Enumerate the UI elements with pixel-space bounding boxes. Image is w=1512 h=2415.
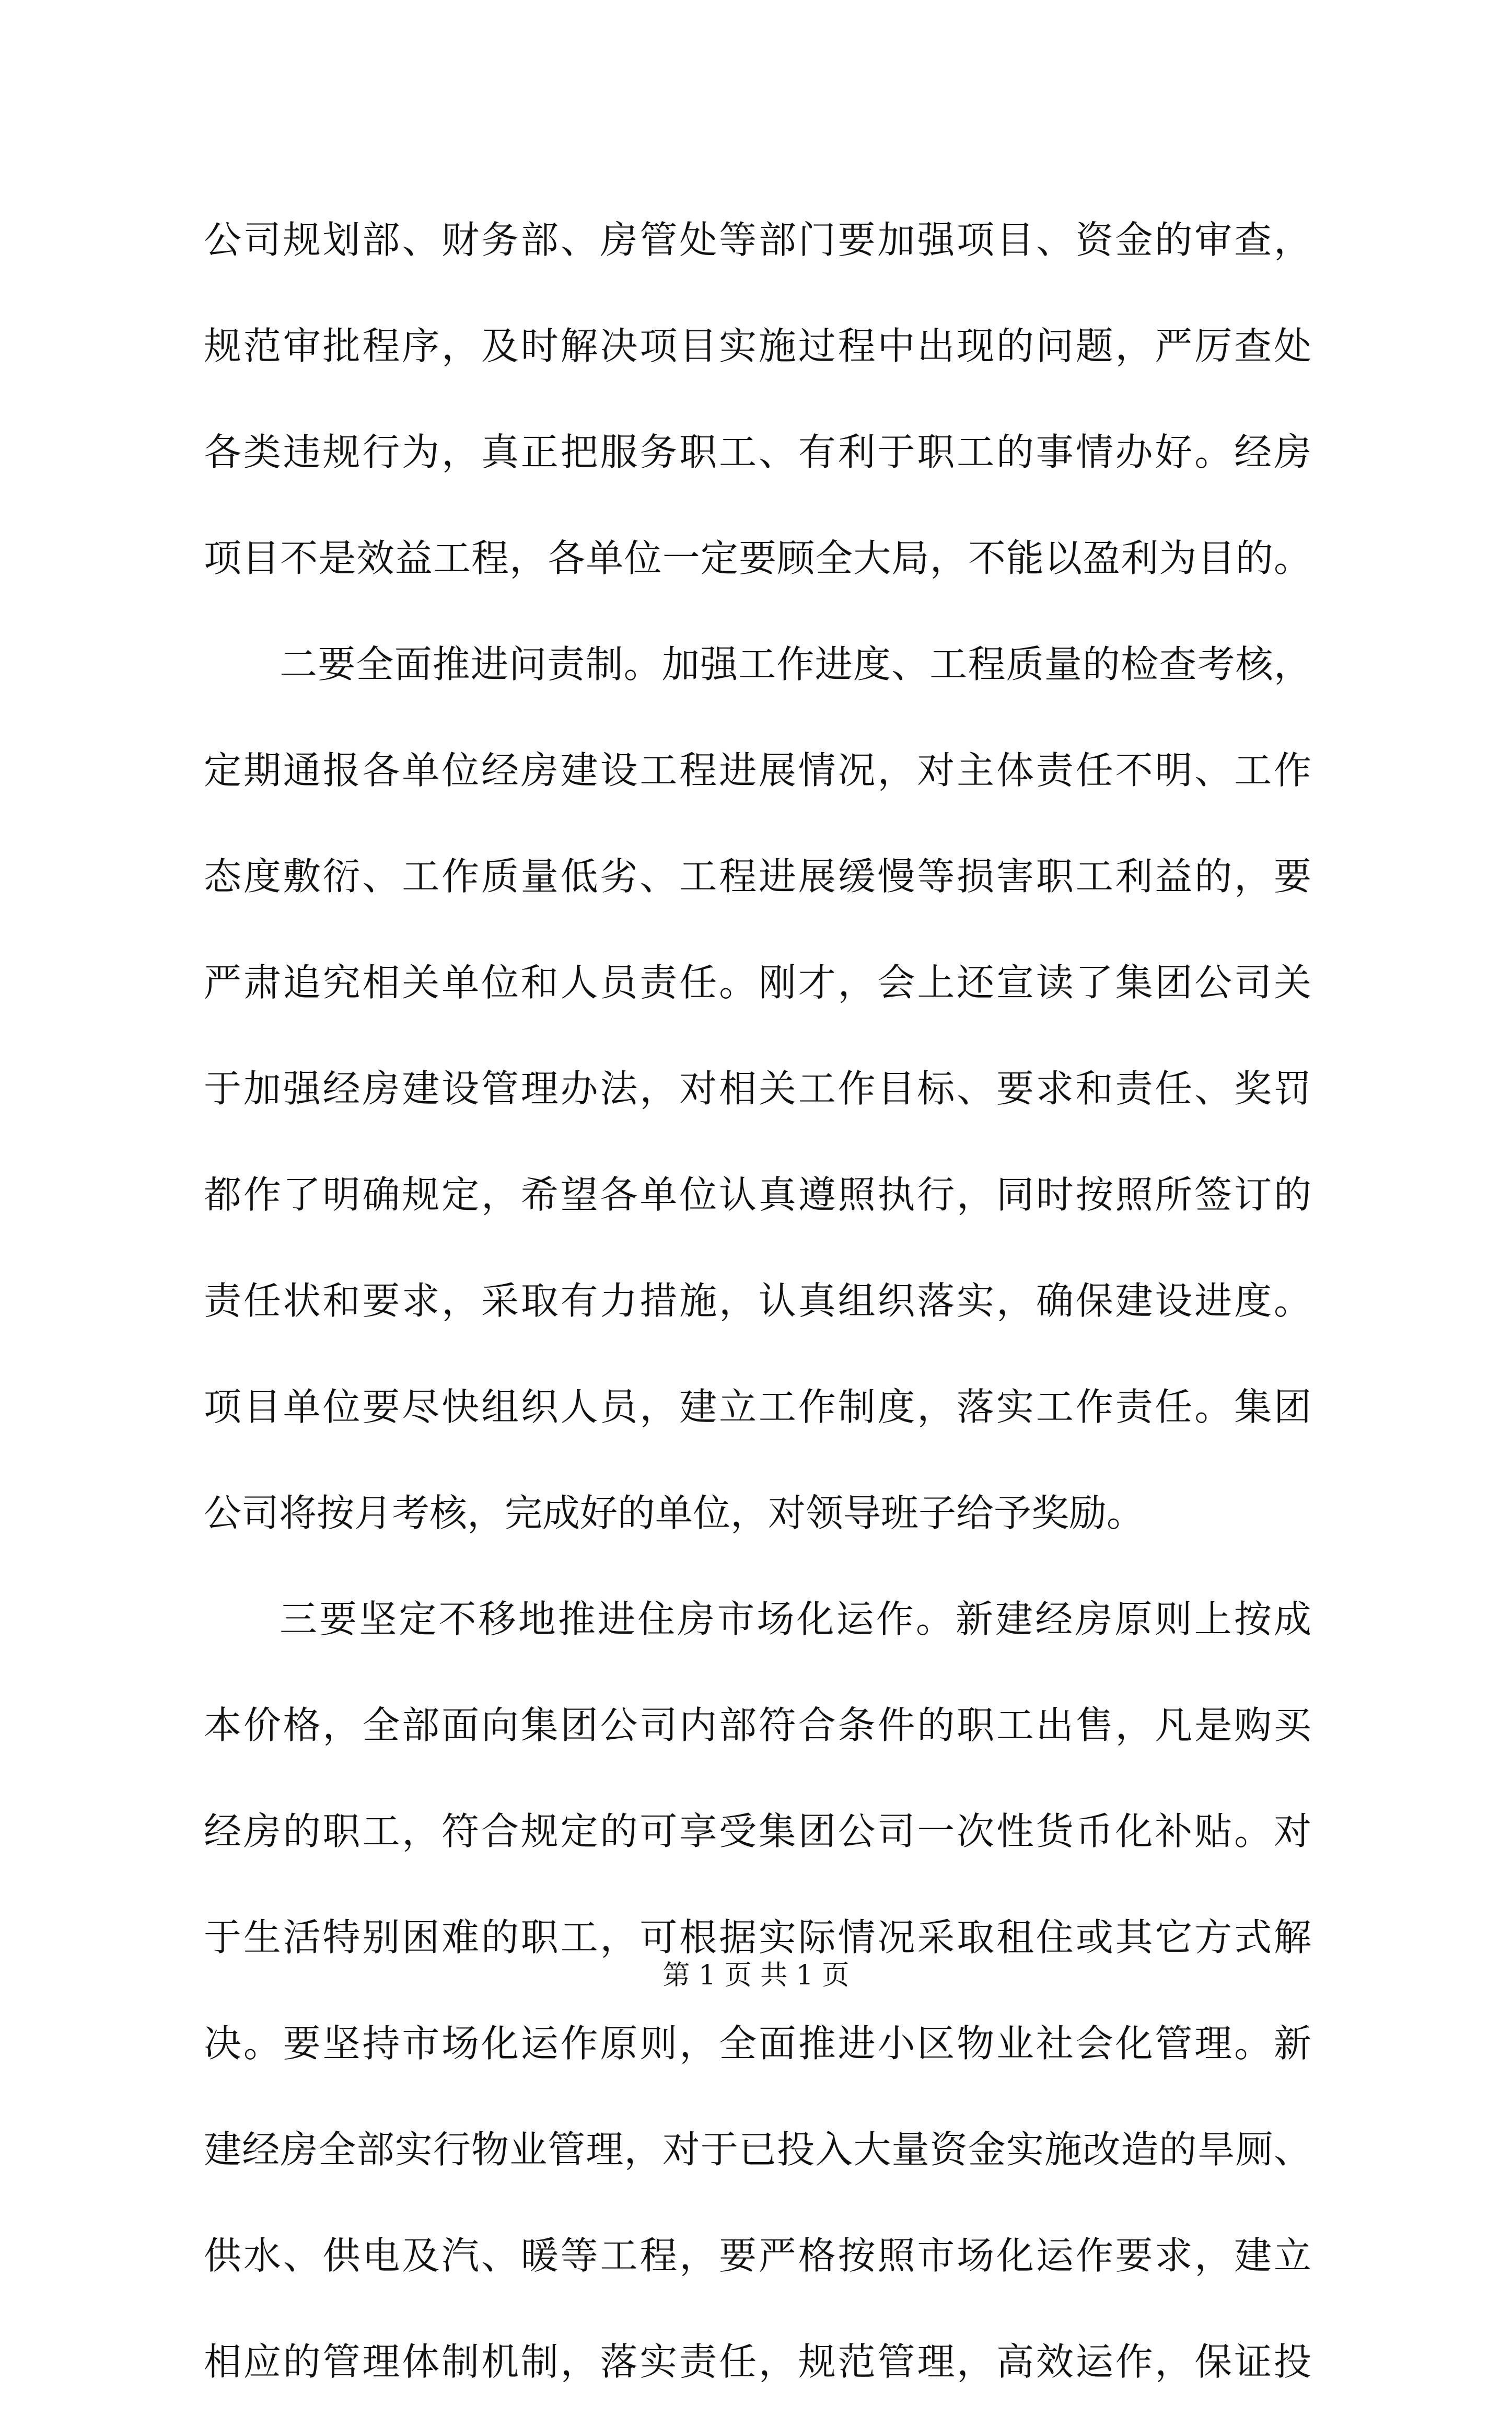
document-body bbox=[204, 187, 1311, 2415]
text-line: 公司规划部、财务部、房管处等部门要加强项目、资金的审查， bbox=[204, 218, 1311, 262]
text-line: 经房的职工，符合规定的可享受集团公司一次性货币化补贴。对 bbox=[204, 1809, 1311, 1853]
paragraph-start-line: 三要坚定不移地推进住房市场化运作。新建经房原则上按成 bbox=[280, 1597, 1311, 1641]
text-line: 规范审批程序，及时解决项目实施过程中出现的问题，严厉查处 bbox=[204, 324, 1311, 368]
text-line: 都作了明确规定，希望各单位认真遵照执行，同时按照所签订的 bbox=[204, 1173, 1311, 1217]
text-line: 相应的管理体制机制，落实责任，规范管理，高效运作，保证投 bbox=[204, 2340, 1311, 2384]
paragraph-start-line: 二要全面推进问责制。加强工作进度、工程质量的检查考核， bbox=[280, 642, 1311, 686]
text-line: 建经房全部实行物业管理，对于已投入大量资金实施改造的旱厕、 bbox=[204, 2128, 1311, 2171]
text-line: 责任状和要求，采取有力措施，认真组织落实，确保建设进度。 bbox=[204, 1279, 1311, 1323]
paragraph-end-line: 公司将按月考核，完成好的单位，对领导班子给予奖励。 bbox=[204, 1491, 1145, 1535]
text-line: 各类违规行为，真正把服务职工、有利于职工的事情办好。经房 bbox=[204, 430, 1311, 474]
text-line: 决。要坚持市场化运作原则，全面推进小区物业社会化管理。新 bbox=[204, 2021, 1311, 2065]
text-line: 项目不是效益工程，各单位一定要顾全大局，不能以盈利为目的。 bbox=[204, 536, 1311, 580]
text-line: 项目单位要尽快组织人员，建立工作制度，落实工作责任。集团 bbox=[204, 1385, 1311, 1429]
text-line: 于加强经房建设管理办法，对相关工作目标、要求和责任、奖罚 bbox=[204, 1067, 1311, 1111]
text-line: 本价格，全部面向集团公司内部符合条件的职工出售，凡是购买 bbox=[204, 1703, 1311, 1747]
text-line: 供水、供电及汽、暖等工程，要严格按照市场化运作要求，建立 bbox=[204, 2234, 1311, 2278]
text-line: 严肃追究相关单位和人员责任。刚才，会上还宣读了集团公司关 bbox=[204, 961, 1311, 1004]
text-line: 于生活特别困难的职工，可根据实际情况采取租住或其它方式解 bbox=[204, 1915, 1311, 1959]
text-line: 态度敷衍、工作质量低劣、工程进展缓慢等损害职工利益的，要 bbox=[204, 854, 1311, 898]
page-footer: 第 1 页 共 1 页 bbox=[662, 1960, 850, 1991]
text-line: 定期通报各单位经房建设工程进展情况，对主体责任不明、工作 bbox=[204, 748, 1311, 792]
